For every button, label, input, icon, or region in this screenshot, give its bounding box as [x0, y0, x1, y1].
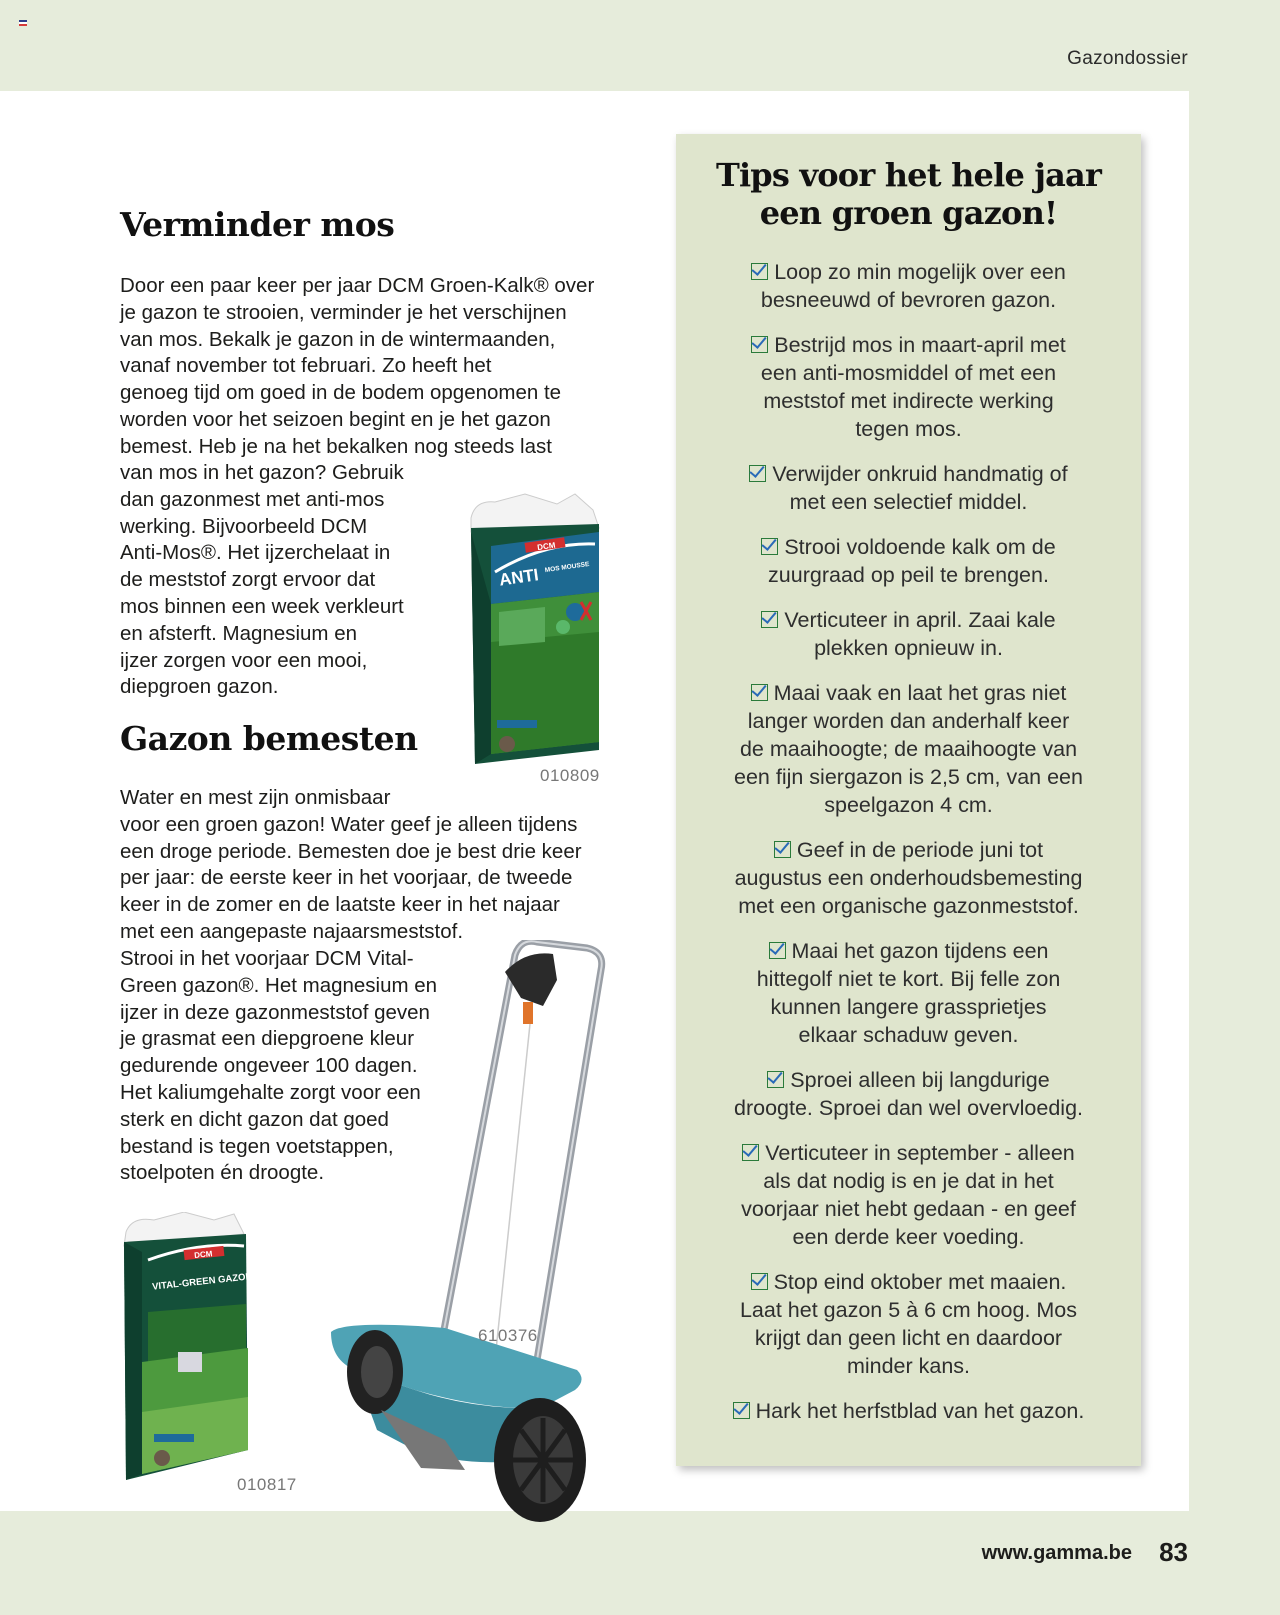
checkbox-checked-icon	[769, 942, 786, 959]
checkbox-checked-icon	[751, 336, 768, 353]
footer-website-link[interactable]: www.gamma.be	[981, 1542, 1132, 1564]
section-label: Gazondossier	[1067, 48, 1188, 69]
heading-verminder-mos: Verminder mos	[120, 205, 395, 244]
vital-green-product-code: 010817	[237, 1475, 297, 1494]
tip-item: Strooi voldoende kalk om de zuurgraad op peil te brengen.	[706, 533, 1111, 589]
page-number: 83	[1159, 1537, 1188, 1567]
paragraph-bemesten-wrap: Strooi in het voorjaar DCM Vital- Green gazon®. Het magnesium en ijzer in deze gazonmeststof geven je grasmat een diepgroene kleur gedurende ongeveer 100 dagen. Het kaliumgehalte zorgt voor een sterk en dicht gazon dat goed bestand is tegen voetstappen, stoelpoten én droogte.	[120, 947, 438, 1185]
paragraph-bemesten-top: Water en mest zijn onmisbaar voor een groen gazon! Water geef je alleen tijdens een droge periode. Bemesten doe je best drie keer per jaar: de eerste keer in het voorjaar, de tweede keer in de zomer en de laatste keer in het najaar met een aangepaste najaarsmeststof.	[120, 786, 582, 943]
spreader-product-image	[325, 940, 625, 1545]
tip-item: Verwijder onkruid handmatig of met een selectief middel.	[706, 460, 1111, 516]
checkbox-checked-icon	[749, 465, 766, 482]
anti-mos-product-image	[465, 492, 605, 772]
paragraph-mos-top: Door een paar keer per jaar DCM Groen-Kalk® over je gazon te strooien, verminder je het verschijnen van mos. Bekalk je gazon in de wintermaanden, vanaf november tot februari. Zo heeft het genoeg tijd om goed in de bodem opgenomen te worden voor het seizoen begint en je het gazon bemest. Heb je na het bekalken nog steeds last	[120, 274, 595, 458]
checkbox-checked-icon	[767, 1071, 784, 1088]
anti-mos-sub: MOS MOUSSE	[544, 560, 590, 575]
language-flag-icon	[19, 20, 27, 26]
vital-green-name: VITAL-GREEN GAZON	[151, 1271, 253, 1293]
checkbox-checked-icon	[733, 1402, 750, 1419]
anti-mos-name: ANTI	[497, 565, 540, 590]
heading-gazon-bemesten: Gazon bemesten	[120, 719, 418, 758]
tip-item: Maai vaak en laat het gras niet langer worden dan anderhalf keer de maaihoogte; de maaihoogte van een fijn siergazon is 2,5 cm, van een speelgazon 4 cm.	[734, 681, 1083, 817]
tip-item: Maai het gazon tijdens een hittegolf niet te kort. Bij felle zon kunnen langere grassprietjes elkaar schaduw geven.	[756, 939, 1061, 1047]
tip-item: Bestrijd mos in maart-april met een anti-mosmiddel of met een meststof met indirecte werking tegen mos.	[706, 331, 1111, 443]
tip-item: Verticuteer in september - alleen als dat nodig is en je dat in het voorjaar niet hebt gedaan - en geef een derde keer voeding.	[741, 1141, 1076, 1249]
paragraph-mos-wrap: van mos in het gazon? Gebruik dan gazonmest met anti-mos werking. Bijvoorbeeld DCM Anti-Mos®. Het ijzerchelaat in de meststof zorgt ervoor dat mos binnen een week verkleurt en afsterft. Magnesium en ijzer zorgen voor een mooi, diepgroen gazon.	[120, 461, 404, 699]
checkbox-checked-icon	[751, 263, 768, 280]
vital-green-product-image	[118, 1212, 253, 1482]
tip-item: Geef in de periode juni tot augustus een onderhoudsbemesting met een organische gazonmeststof.	[734, 838, 1083, 918]
tip-item: Sproei alleen bij langdurige droogte. Sproei dan wel overvloedig.	[734, 1068, 1083, 1120]
tip-item: Verticuteer in april. Zaai kale plekken opnieuw in.	[706, 606, 1111, 662]
checkbox-checked-icon	[761, 538, 778, 555]
checkbox-checked-icon	[742, 1144, 759, 1161]
tips-title: Tips voor het hele jaar een groen gazon!	[715, 156, 1102, 232]
tip-item: Hark het herfstblad van het gazon.	[706, 1397, 1111, 1425]
anti-mos-product-code: 010809	[540, 766, 600, 785]
checkbox-checked-icon	[774, 841, 791, 858]
checkbox-checked-icon	[751, 1273, 768, 1290]
tips-list	[676, 258, 1141, 1425]
vital-green-brand: DCM	[193, 1249, 213, 1261]
tip-item: Loop zo min mogelijk over een besneeuwd of bevroren gazon.	[706, 258, 1111, 314]
checkbox-checked-icon	[751, 684, 768, 701]
tips-box	[676, 134, 1141, 1466]
anti-mos-brand: DCM	[536, 540, 556, 553]
spreader-product-code: 610376	[478, 1326, 538, 1345]
checkbox-checked-icon	[761, 611, 778, 628]
tip-item: Stop eind oktober met maaien. Laat het gazon 5 à 6 cm hoog. Mos krijgt dan geen licht en daardoor minder kans.	[739, 1270, 1078, 1378]
